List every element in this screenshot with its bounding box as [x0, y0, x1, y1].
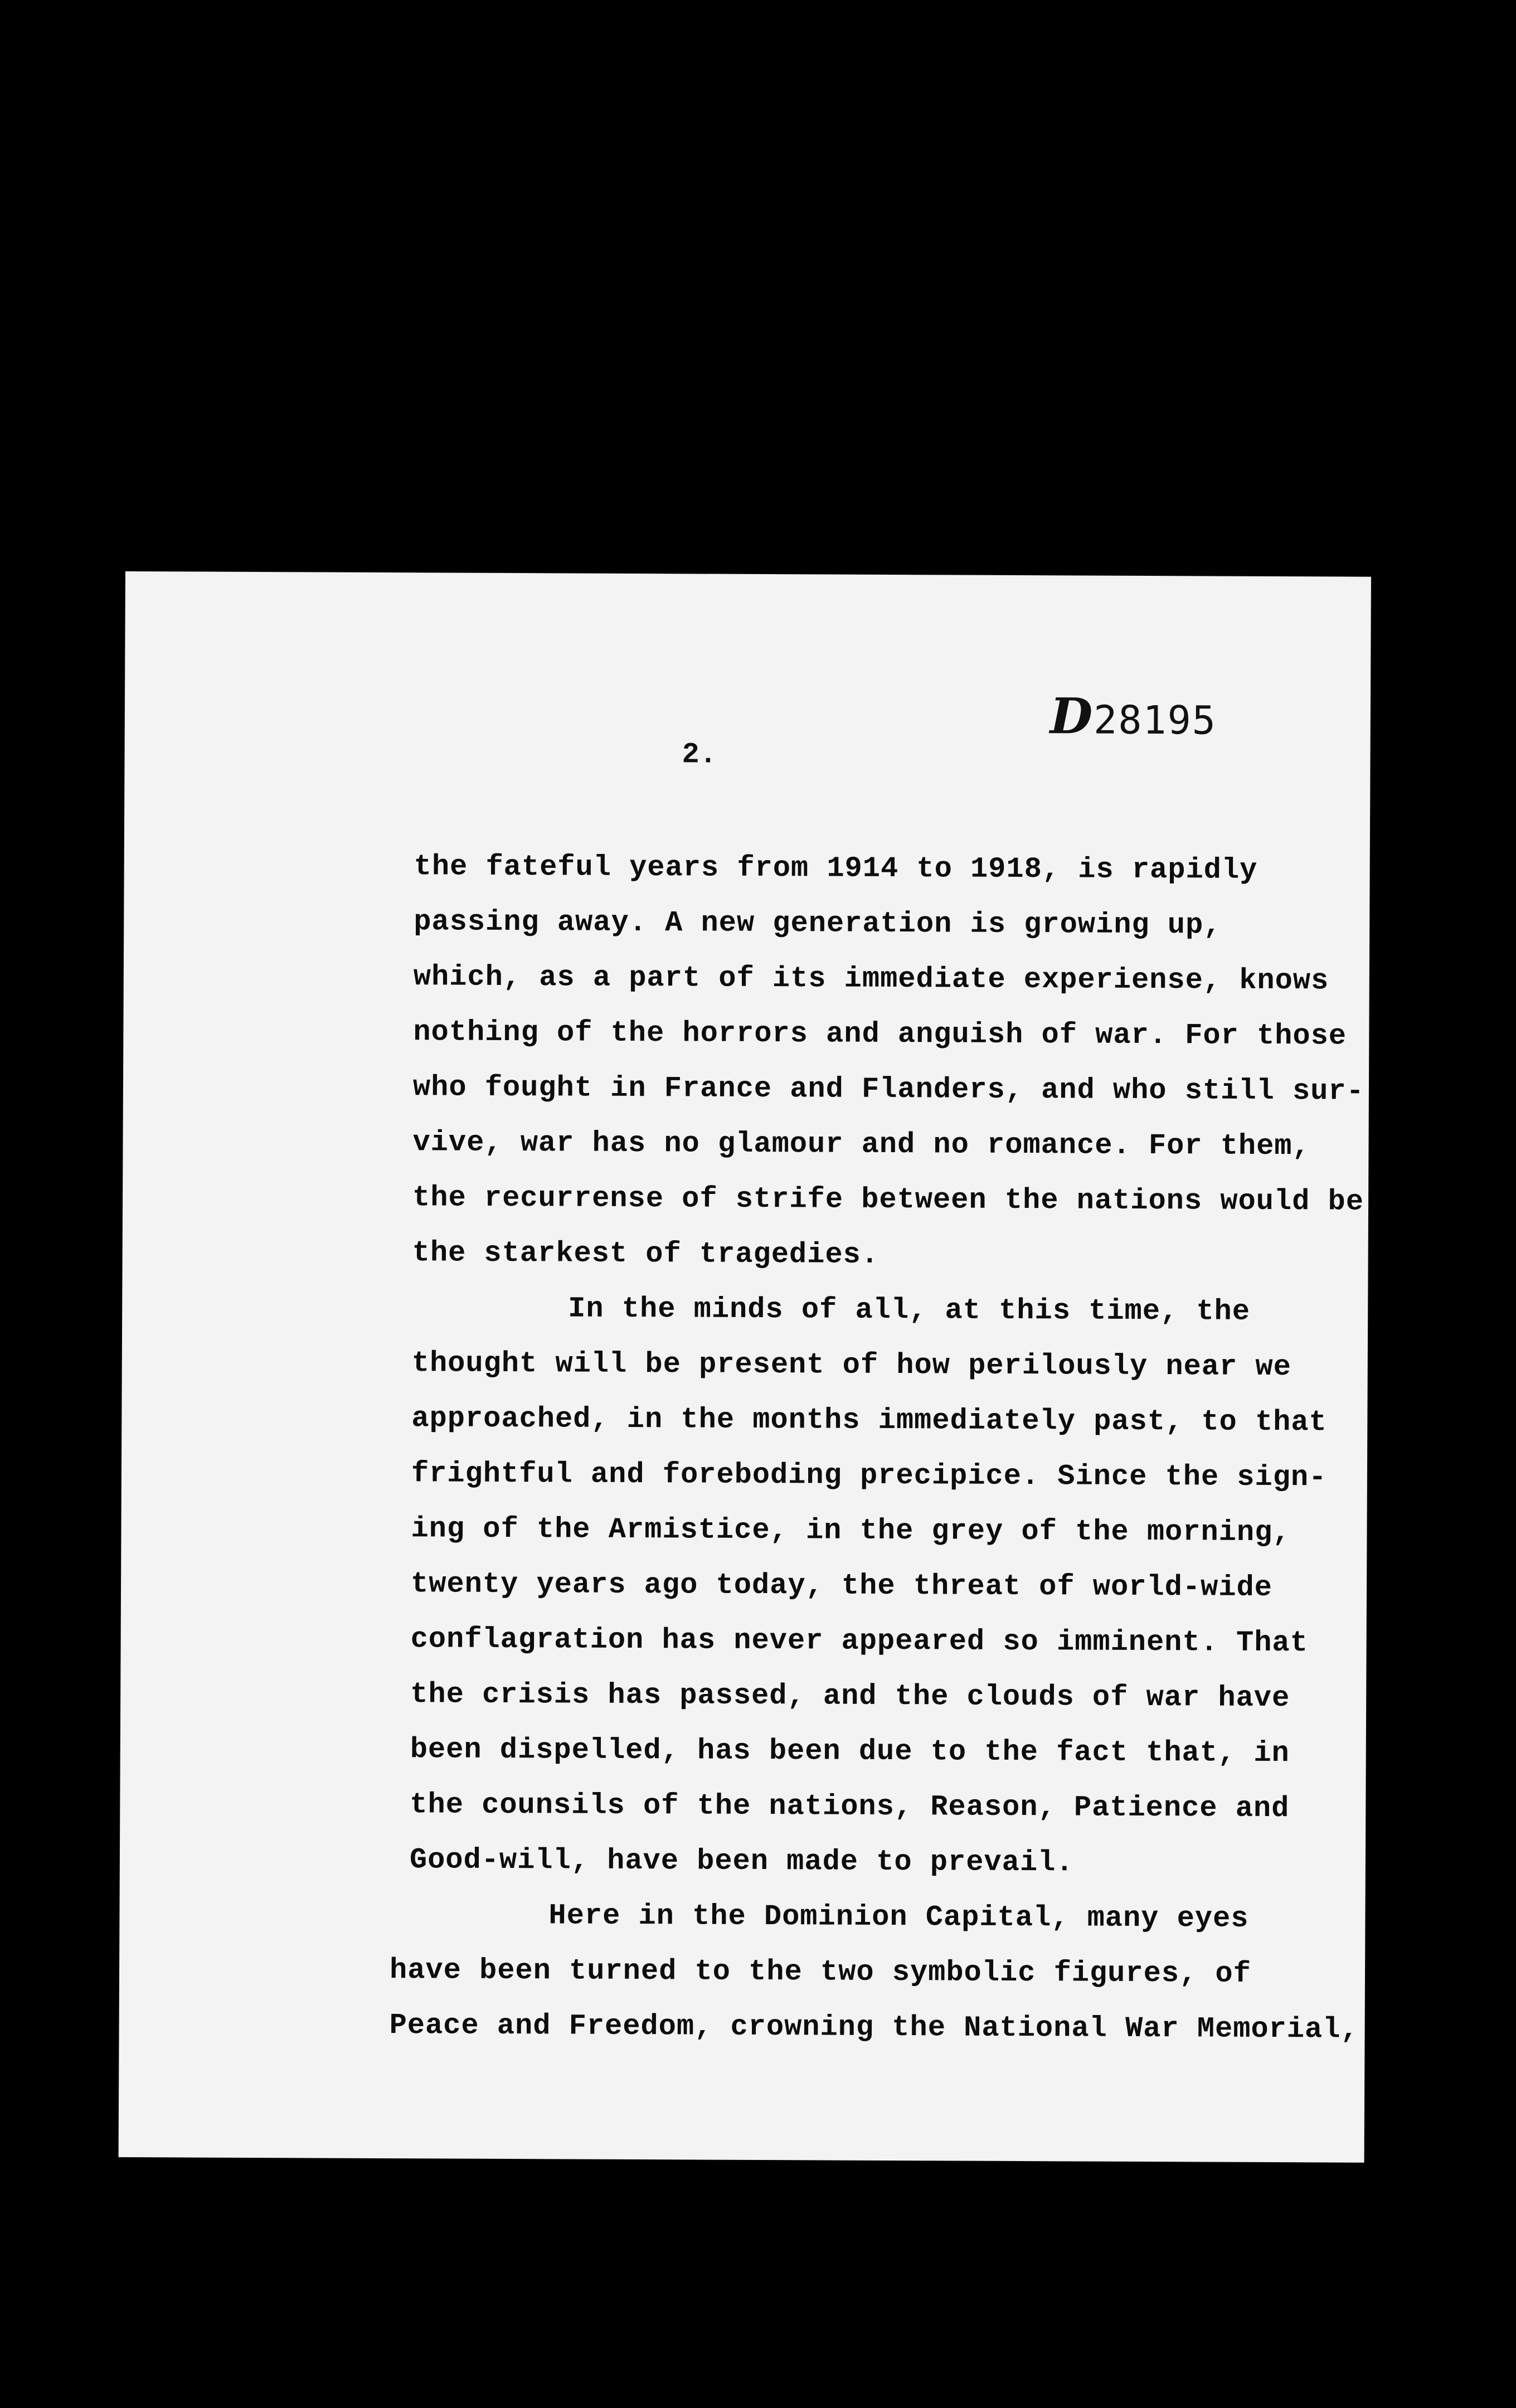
- document-id-letter: D: [1049, 687, 1094, 745]
- text-line: the counsils of the nations, Reason, Patience and: [410, 1788, 1290, 1826]
- text-line: vive, war has no glamour and no romance. For them,: [412, 1126, 1310, 1163]
- text-line: approached, in the months immediately past, to that: [411, 1402, 1327, 1439]
- text-line: the starkest of tragedies.: [412, 1236, 880, 1271]
- text-line: thought will be present of how perilously near we: [411, 1347, 1291, 1384]
- text-line: frightful and foreboding precipice. Since the sign-: [411, 1457, 1327, 1494]
- text-line: nothing of the horrors and anguish of war. For those: [413, 1016, 1347, 1053]
- text-line: have been turned to the two symbolic figures, of: [389, 1954, 1252, 1991]
- text-line: conflagration has never appeared so imminent. That: [410, 1623, 1309, 1660]
- text-line: who fought in France and Flanders, and who still sur-: [412, 1071, 1364, 1108]
- text-line: the crisis has passed, and the clouds of war have: [410, 1678, 1290, 1715]
- document-page: [119, 571, 1371, 2163]
- page-number: 2.: [682, 738, 717, 771]
- text-line: the recurrense of strife between the nations would be: [412, 1181, 1364, 1218]
- text-line: Here in the Dominion Capital, many eyes: [548, 1899, 1249, 1935]
- text-line: Peace and Freedom, crowning the National War Memorial,: [389, 2009, 1359, 2046]
- document-id-number: 28195: [1093, 697, 1217, 744]
- text-line: the fateful years from 1914 to 1918, is rapidly: [414, 850, 1258, 887]
- text-line: been dispelled, has been due to the fact that, in: [410, 1733, 1290, 1770]
- text-line: which, as a part of its immediate experiense, knows: [413, 960, 1329, 998]
- text-line: ing of the Armistice, in the grey of the morning,: [411, 1512, 1291, 1550]
- document-id: [1050, 687, 1217, 746]
- text-line: Good-will, have been made to prevail.: [409, 1843, 1074, 1880]
- text-line: twenty years ago today, the threat of world-wide: [410, 1567, 1273, 1604]
- text-line: In the minds of all, at this time, the: [568, 1292, 1251, 1328]
- text-line: passing away. A new generation is growing up,: [414, 905, 1222, 942]
